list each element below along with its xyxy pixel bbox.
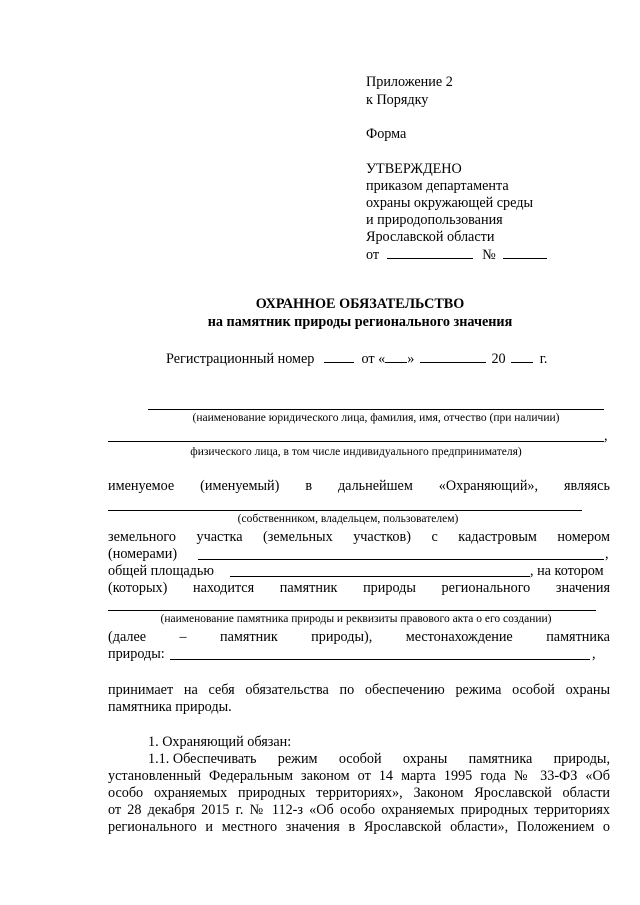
word: «Охраняющий»,: [438, 478, 539, 494]
word: (которых): [108, 580, 168, 596]
location-label: природы:: [108, 646, 165, 662]
word: участка: [196, 529, 243, 545]
year-suffix: г.: [539, 351, 548, 367]
word: памятника: [546, 629, 610, 645]
form-label: Форма: [366, 126, 407, 142]
word: земельного: [108, 529, 176, 545]
land-plot-line: [108, 529, 610, 546]
word: памятника: [468, 751, 533, 767]
word: с: [431, 529, 438, 545]
legal-entity-caption: (наименование юридического лица, фамилия, имя, отчество (при наличии): [192, 412, 560, 424]
close-quote: »: [407, 351, 415, 367]
day-blank: [385, 350, 407, 363]
area-label: общей площадью: [108, 563, 214, 579]
word: значения: [555, 580, 610, 596]
approved-line: приказом департамента: [366, 178, 509, 194]
word: (именуемый): [200, 478, 280, 494]
word: дальнейшем: [337, 478, 413, 494]
word: памятник: [279, 580, 338, 596]
word: (далее: [108, 629, 147, 645]
registration-line: [166, 350, 547, 368]
word: –: [179, 629, 187, 645]
number-sign: №: [482, 247, 496, 263]
approved-line: охраны окружающей среды: [366, 195, 534, 211]
word: местонахождение: [405, 629, 513, 645]
paragraph-1-1-line: от 28 декабря 2015 г. № 112-з «Об особо охраняемых природных территориях: [108, 802, 610, 818]
section-1-heading: 1. Охраняющий обязан:: [148, 734, 292, 750]
registration-label: Регистрационный номер: [166, 351, 315, 367]
word: особой: [338, 751, 382, 767]
word: 1.1. Обеспечивать: [148, 751, 257, 767]
word: участков): [353, 529, 411, 545]
appendix-number: Приложение 2: [366, 74, 453, 90]
monument-line: [108, 610, 596, 611]
date-blank: [387, 246, 473, 259]
word: регионального: [441, 580, 531, 596]
number-blank: [503, 246, 547, 259]
individual-line: [108, 441, 604, 442]
month-blank: [420, 350, 486, 363]
word: природы: [363, 580, 416, 596]
word: в: [305, 478, 313, 494]
appendix-to-order: к Порядку: [366, 92, 429, 108]
individual-caption: физического лица, в том числе индивидуального предпринимателя): [190, 446, 522, 458]
word: режим: [277, 751, 318, 767]
location-comma: ,: [592, 646, 596, 662]
legal-entity-line: [148, 409, 604, 410]
approval-date-line: [366, 246, 547, 264]
word: находится: [193, 580, 255, 596]
monument-caption: (наименование памятника природы и реквизиты правового акта о его создании): [160, 613, 552, 625]
area-tail: , на котором: [530, 563, 604, 579]
approved-label: УТВЕРЖДЕНО: [366, 161, 462, 177]
word: именуемое: [108, 478, 175, 494]
registration-number-blank: [324, 350, 354, 363]
word: кадастровым: [458, 529, 537, 545]
obligation-line-1: принимает на себя обязательства по обеспечению режима особой охраны: [108, 682, 610, 698]
owner-line: [108, 510, 582, 511]
year-prefix: 20: [491, 351, 506, 367]
owner-caption: (собственником, владельцем, пользователем): [237, 513, 459, 525]
paragraph-1-1-line: установленный Федеральным законом от 14 марта 1995 года № 33-ФЗ «Об: [108, 768, 610, 784]
individual-comma: ,: [604, 428, 608, 444]
registration-from: от «: [361, 351, 386, 367]
paragraph-1-1-line: регионального и местного значения в Ярославской области», Положением о: [108, 819, 610, 835]
from-label: от: [366, 247, 380, 263]
paragraph-1-1-line: особо охраняемых природных территориях», Законом Ярославской области: [108, 785, 610, 801]
location-line: [170, 659, 590, 660]
approved-line: и природопользования: [366, 212, 503, 228]
located-line: [108, 580, 610, 597]
area-line: [230, 576, 530, 577]
word: памятник: [220, 629, 278, 645]
approved-line: Ярославской области: [366, 229, 495, 245]
numbers-label: (номерами): [108, 546, 178, 562]
cadastral-number-line: [198, 559, 604, 560]
document-subtitle: на памятник природы регионального значения: [207, 314, 513, 330]
obligation-line-2: памятника природы.: [108, 699, 232, 715]
document-title: ОХРАННОЕ ОБЯЗАТЕЛЬСТВО: [255, 296, 465, 312]
word: являясь: [564, 478, 610, 494]
word: природы,: [553, 751, 610, 767]
year-blank: [511, 350, 533, 363]
paragraph-1-1-first-line: [148, 751, 610, 768]
word: охраны: [402, 751, 448, 767]
further-line: [108, 629, 610, 646]
word: (земельных: [263, 529, 333, 545]
named-as-line: [108, 478, 610, 495]
word: природы),: [311, 629, 373, 645]
word: номером: [557, 529, 610, 545]
cadastral-comma: ,: [605, 546, 609, 562]
